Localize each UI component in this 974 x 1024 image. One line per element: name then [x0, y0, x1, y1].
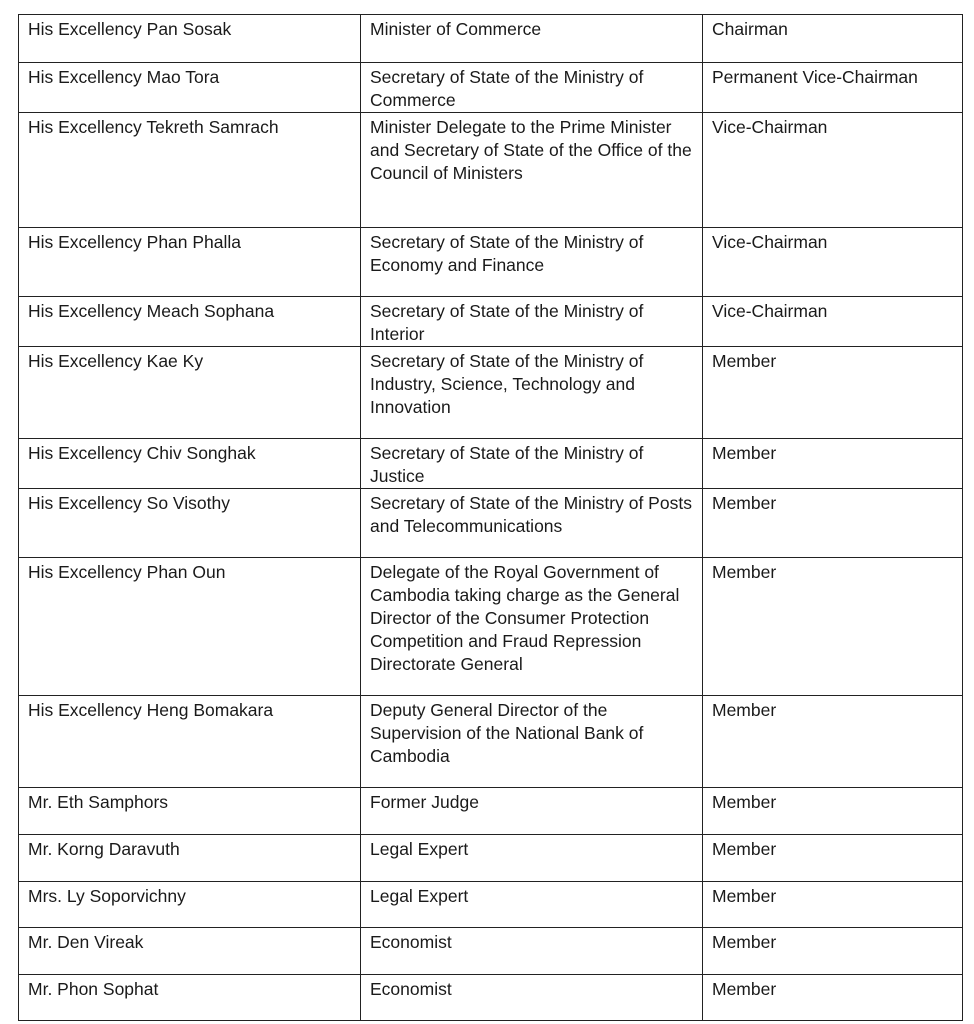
table-row: [19, 347, 963, 439]
member-position-cell: Economist: [361, 975, 703, 1021]
member-role-cell: Member: [703, 788, 963, 835]
member-name-cell: His Excellency Phan Oun: [19, 558, 361, 696]
member-role-cell: Member: [703, 558, 963, 696]
member-position-cell: Minister of Commerce: [361, 15, 703, 63]
member-name-cell: His Excellency Pan Sosak: [19, 15, 361, 63]
member-name-cell: Mrs. Ly Soporvichny: [19, 882, 361, 928]
member-role-cell: Vice-Chairman: [703, 297, 963, 347]
member-role-cell: Member: [703, 439, 963, 489]
member-position-cell: Deputy General Director of the Supervision of the National Bank of Cambodia: [361, 696, 703, 788]
table-row: [19, 928, 963, 975]
table-row: [19, 696, 963, 788]
member-name-cell: His Excellency Meach Sophana: [19, 297, 361, 347]
member-role-cell: Member: [703, 928, 963, 975]
member-name-cell: Mr. Phon Sophat: [19, 975, 361, 1021]
table-row: [19, 489, 963, 558]
member-name-cell: Mr. Eth Samphors: [19, 788, 361, 835]
member-position-cell: Minister Delegate to the Prime Minister and Secretary of State of the Office of the Council of Ministers: [361, 113, 703, 228]
member-name-cell: His Excellency Tekreth Samrach: [19, 113, 361, 228]
member-position-cell: Former Judge: [361, 788, 703, 835]
member-role-cell: Vice-Chairman: [703, 228, 963, 297]
table-row: [19, 439, 963, 489]
member-role-cell: Member: [703, 882, 963, 928]
member-role-cell: Member: [703, 489, 963, 558]
member-position-cell: Secretary of State of the Ministry of Commerce: [361, 63, 703, 113]
member-position-cell: Secretary of State of the Ministry of Posts and Telecommunications: [361, 489, 703, 558]
member-role-cell: Permanent Vice-Chairman: [703, 63, 963, 113]
member-role-cell: Member: [703, 696, 963, 788]
member-role-cell: Member: [703, 975, 963, 1021]
table-row: [19, 113, 963, 228]
member-name-cell: His Excellency Chiv Songhak: [19, 439, 361, 489]
member-position-cell: Legal Expert: [361, 835, 703, 882]
member-position-cell: Legal Expert: [361, 882, 703, 928]
table-row: [19, 788, 963, 835]
member-name-cell: His Excellency Heng Bomakara: [19, 696, 361, 788]
member-name-cell: His Excellency Phan Phalla: [19, 228, 361, 297]
table-row: [19, 975, 963, 1021]
member-role-cell: Member: [703, 347, 963, 439]
member-position-cell: Secretary of State of the Ministry of Industry, Science, Technology and Innovation: [361, 347, 703, 439]
table-row: [19, 15, 963, 63]
table-row: [19, 228, 963, 297]
table-row: [19, 63, 963, 113]
member-name-cell: Mr. Korng Daravuth: [19, 835, 361, 882]
member-name-cell: Mr. Den Vireak: [19, 928, 361, 975]
member-role-cell: Member: [703, 835, 963, 882]
table-row: [19, 558, 963, 696]
member-position-cell: Secretary of State of the Ministry of Economy and Finance: [361, 228, 703, 297]
member-position-cell: Secretary of State of the Ministry of Interior: [361, 297, 703, 347]
table-row: [19, 297, 963, 347]
member-role-cell: Chairman: [703, 15, 963, 63]
member-position-cell: Delegate of the Royal Government of Cambodia taking charge as the General Director of the Consumer Protection Competition and Fraud Repression Directorate General: [361, 558, 703, 696]
member-role-cell: Vice-Chairman: [703, 113, 963, 228]
table-row: [19, 882, 963, 928]
member-name-cell: His Excellency Kae Ky: [19, 347, 361, 439]
member-position-cell: Secretary of State of the Ministry of Justice: [361, 439, 703, 489]
member-position-cell: Economist: [361, 928, 703, 975]
table-row: [19, 835, 963, 882]
member-name-cell: His Excellency So Visothy: [19, 489, 361, 558]
members-table: [18, 14, 963, 1021]
member-name-cell: His Excellency Mao Tora: [19, 63, 361, 113]
